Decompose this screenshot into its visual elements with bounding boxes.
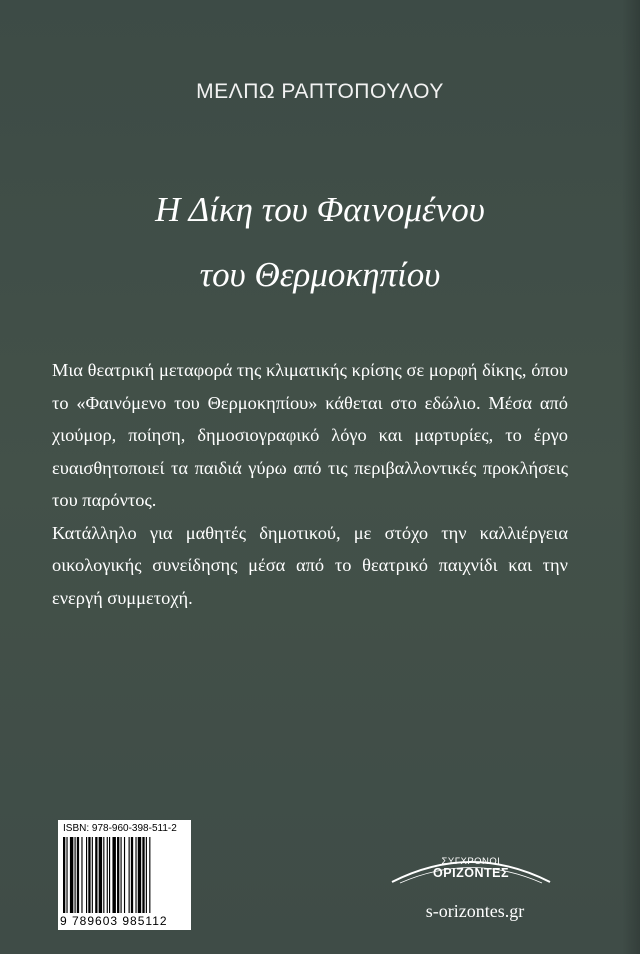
description-paragraph-1: Μια θεατρική μεταφορά της κλιματικής κρίσης σε μορφή δίκης, όπου το «Φαινόμενο του Θερμοκηπίου» κάθεται στο εδώλιο. Μέσα από χιούμορ, ποίηση, δημοσιογραφικό λόγο και μαρτυρίες, το έργο ευαισθητοποιεί τα παιδιά γύρω από τις περιβαλλοντικές προκλήσεις του παρόντος. (52, 360, 568, 510)
author-name: ΜΕΛΠΩ ΡΑΠΤΟΠΟΥΛΟΥ (196, 80, 444, 103)
barcode-digits: 9 789603 985112 (60, 914, 168, 928)
isbn-barcode (58, 820, 191, 930)
book-description (52, 354, 568, 614)
description-paragraph-2: Κατάλληλο για μαθητές δημοτικού, με στόχο την καλλιέργεια οικολογικής συνείδησης μέσα από το θεατρικό παιχνίδι και την ενεργή συμμετοχή. (52, 522, 568, 608)
publisher-logo (386, 850, 556, 890)
publisher-website[interactable]: s-orizontes.gr (425, 901, 525, 921)
book-title-line-2: του Θερμοκηπίου (199, 255, 441, 294)
book-title-line-1: Η Δίκη του Φαινομένου (155, 190, 485, 229)
isbn-label: ISBN: 978-960-398-511-2 (63, 823, 177, 834)
publisher-logo-bottom: ΟΡΙΖΟΝΤΕΣ (433, 866, 509, 880)
barcode-bars-icon (61, 837, 188, 915)
publisher-logo-top: ΣΥΓΧΡΟΝΟΙ (441, 856, 501, 867)
